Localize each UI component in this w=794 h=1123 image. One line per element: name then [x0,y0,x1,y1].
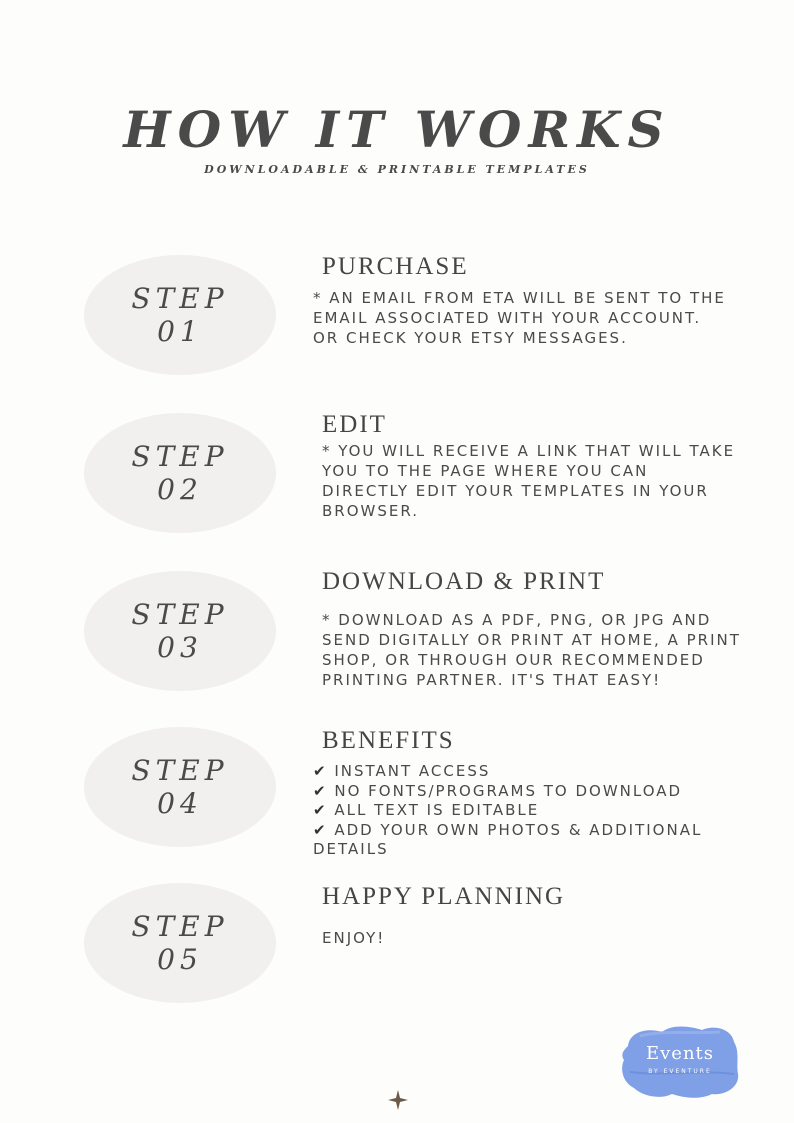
benefits-list [313,762,733,860]
check-icon: ✔ [313,762,328,780]
step-badge-number: 04 [157,787,203,820]
step-description-edit: * YOU WILL RECEIVE A LINK THAT WILL TAKE YOU TO THE PAGE WHERE YOU CAN DIRECTLY EDIT YOUR TEMPLATES IN YOUR BROWSER. [322,442,736,520]
step-badge-05 [84,883,276,1003]
benefit-text: ADD YOUR OWN PHOTOS & ADDITIONAL DETAILS [313,820,703,858]
step-heading-happy-planning: HAPPY PLANNING [322,883,566,910]
four-point-star-icon [388,1090,408,1110]
step-badge-number: 02 [157,473,203,506]
check-icon: ✔ [313,820,328,839]
step-badge-02 [84,413,276,533]
step-heading-download-print: DOWNLOAD & PRINT [322,568,606,595]
benefit-text: NO FONTS/PROGRAMS TO DOWNLOAD [334,781,683,800]
step-description-download-print: * DOWNLOAD AS A PDF, PNG, OR JPG AND SEND DIGITALLY OR PRINT AT HOME, A PRINT SHOP, OR THROUGH OUR RECOMMENDED PRINTING PARTNER. IT'S THAT EASY! [322,611,741,689]
step-badge-number: 05 [157,943,203,976]
benefit-text: INSTANT ACCESS [334,762,491,780]
step-heading-edit: EDIT [322,411,387,438]
benefit-item [313,801,733,821]
benefit-item [313,782,733,802]
step-badge-number: 03 [157,631,203,664]
step-description-purchase: * AN EMAIL FROM ETA WILL BE SENT TO THE EMAIL ASSOCIATED WITH YOUR ACCOUNT. OR CHECK YOUR ETSY MESSAGES. [313,289,726,347]
benefit-text: ALL TEXT IS EDITABLE [334,801,540,819]
step-badge-word: STEP [131,910,229,943]
step-description-happy-planning: ENJOY! [322,929,386,947]
step-heading-purchase: PURCHASE [322,253,469,280]
step-badge-03 [84,571,276,691]
page-subtitle: DOWNLOADABLE & PRINTABLE TEMPLATES [204,163,590,176]
page-title: HOW IT WORKS [123,100,671,159]
step-heading-benefits: BENEFITS [322,727,455,754]
step-badge-01 [84,255,276,375]
step-badge-number: 01 [157,315,203,348]
step-badge-word: STEP [131,440,229,473]
step-badge-word: STEP [131,282,229,315]
benefit-item [313,821,733,860]
step-badge-word: STEP [131,754,229,787]
check-icon: ✔ [313,801,328,819]
step-badge-word: STEP [131,598,229,631]
benefit-item [313,762,733,782]
check-icon: ✔ [313,781,328,800]
logo-tagline: BY EVENTURE [648,1068,712,1075]
step-badge-04 [84,727,276,847]
logo-name: Events [645,1043,715,1064]
